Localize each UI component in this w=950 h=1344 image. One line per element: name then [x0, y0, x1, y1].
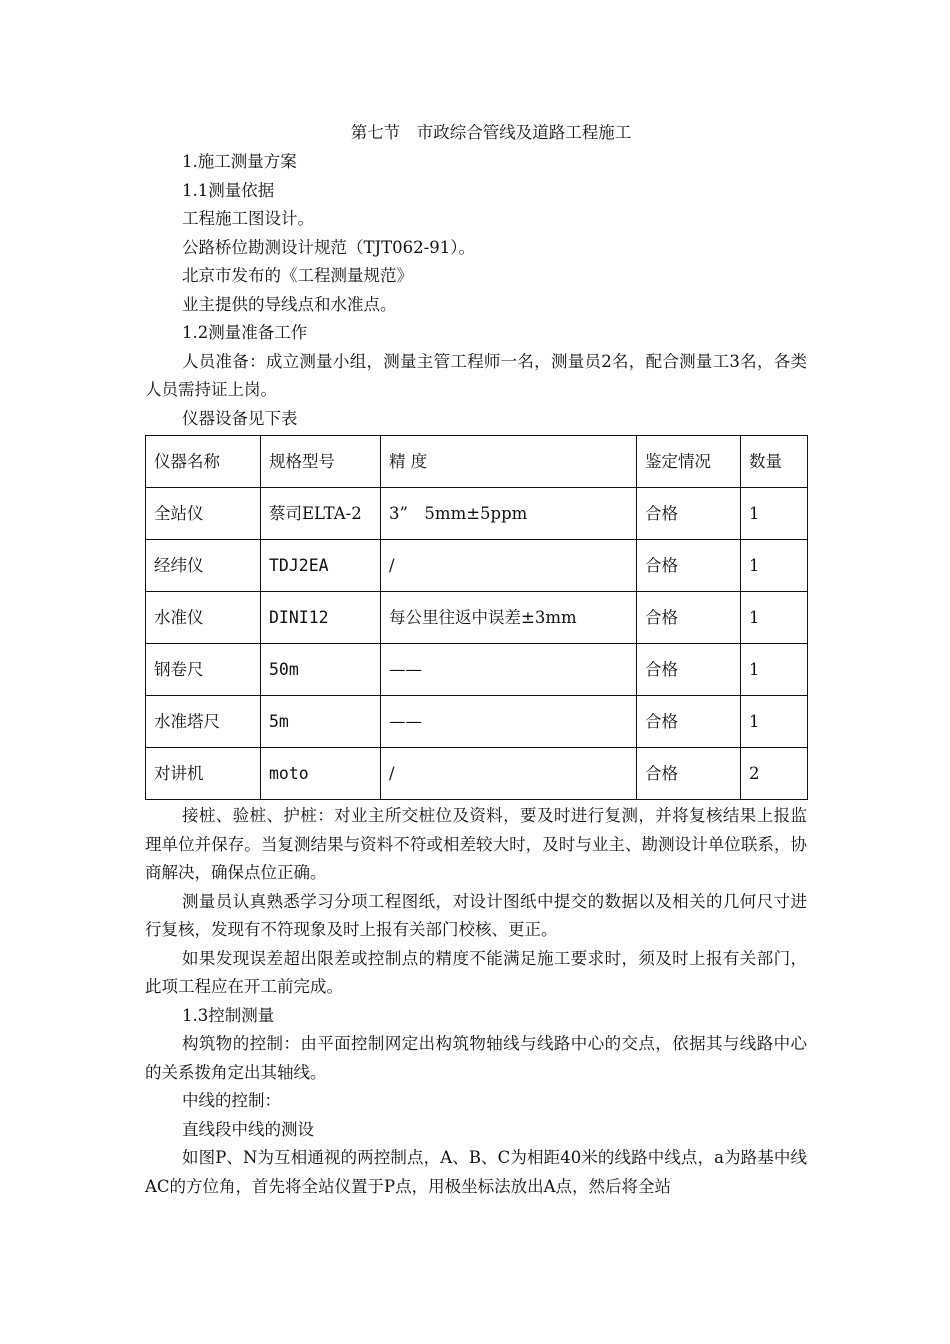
- centerline-control: 中线的控制：: [182, 1091, 281, 1110]
- cell-precision: ——: [381, 644, 637, 696]
- cell-quantity: 2: [741, 748, 808, 800]
- cell-quantity: 1: [741, 488, 808, 540]
- drawing-review-paragraph: 测量员认真熟悉学习分项工程图纸，对设计图纸中提交的数据以及相关的几何尺寸进行复核，发现有不符现象及时上报有关部门校核、更正。: [145, 891, 807, 939]
- cell-quantity: 1: [741, 592, 808, 644]
- cell-name: 对讲机: [146, 748, 261, 800]
- table-row: [146, 644, 808, 696]
- cell-precision: 3” 5mm±5ppm: [381, 488, 637, 540]
- pile-check-paragraph: 接桩、验桩、护桩：对业主所交桩位及资料，要及时进行复测，并将复核结果上报监理单位并保存。当复测结果与资料不符或相差较大时，及时与业主、勘测设计单位联系，协商解决，确保点位正确。: [145, 806, 807, 882]
- table-row: [146, 540, 808, 592]
- heading-survey-preparation: 1.2测量准备工作: [182, 323, 308, 342]
- cell-inspection: 合格: [637, 592, 741, 644]
- cell-quantity: 1: [741, 540, 808, 592]
- straight-section-heading: 直线段中线的测设: [182, 1119, 314, 1139]
- instrument-table: [145, 435, 808, 800]
- cell-model: DINI12: [261, 592, 381, 644]
- method-paragraph: 如图P、N为互相通视的两控制点，A、B、C为相距40米的线路中线点，a为路基中线AC的方位角，首先将全站仪置于P点，用极坐标法放出A点，然后将全站: [145, 1148, 807, 1196]
- cell-model: TDJ2EA: [261, 540, 381, 592]
- cell-inspection: 合格: [637, 748, 741, 800]
- basis-item: 业主提供的导线点和水准点。: [182, 294, 397, 314]
- cell-name: 水准塔尺: [146, 696, 261, 748]
- header-cell-precision: 精 度: [381, 436, 637, 488]
- table-row: [146, 592, 808, 644]
- document-page: [145, 118, 807, 1201]
- cell-precision: /: [381, 540, 637, 592]
- heading-survey-basis: 1.1测量依据: [182, 180, 275, 200]
- cell-quantity: 1: [741, 644, 808, 696]
- section-title: 第七节 市政综合管线及道路工程施工: [350, 123, 632, 142]
- basis-item: 工程施工图设计。: [182, 209, 314, 228]
- header-cell-inspection: 鉴定情况: [637, 436, 741, 488]
- cell-inspection: 合格: [637, 488, 741, 540]
- table-row: [146, 488, 808, 540]
- cell-model: 50m: [261, 644, 381, 696]
- cell-name: 水准仪: [146, 592, 261, 644]
- cell-name: 经纬仪: [146, 540, 261, 592]
- cell-name: 全站仪: [146, 488, 261, 540]
- structure-control-paragraph: 构筑物的控制：由平面控制网定出构筑物轴线与线路中心的交点，依据其与线路中心的关系拨角定出其轴线。: [145, 1034, 807, 1082]
- table-header-row: [146, 436, 808, 488]
- error-report-paragraph: 如果发现误差超出限差或控制点的精度不能满足施工要求时，须及时上报有关部门，此项工程应在开工前完成。: [145, 948, 807, 996]
- header-cell-name: 仪器名称: [146, 436, 261, 488]
- cell-name: 钢卷尺: [146, 644, 261, 696]
- header-cell-model: 规格型号: [261, 436, 381, 488]
- cell-inspection: 合格: [637, 696, 741, 748]
- heading-control-survey: 1.3控制测量: [182, 1005, 275, 1025]
- basis-item: 北京市发布的《工程测量规范》: [182, 266, 413, 285]
- header-cell-quantity: 数量: [741, 436, 808, 488]
- cell-model: moto: [261, 748, 381, 800]
- table-intro: 仪器设备见下表: [182, 408, 298, 428]
- basis-item: 公路桥位勘测设计规范（TJT062-91）。: [182, 237, 475, 257]
- cell-model: 蔡司ELTA-2: [261, 488, 381, 540]
- cell-model: 5m: [261, 696, 381, 748]
- table-row: [146, 696, 808, 748]
- table-row: [146, 748, 808, 800]
- personnel-paragraph: 人员准备：成立测量小组，测量主管工程师一名，测量员2名，配合测量工3名，各类人员需持证上岗。: [145, 351, 807, 399]
- cell-precision: /: [381, 748, 637, 800]
- cell-precision: 每公里往返中误差±3mm: [381, 592, 637, 644]
- cell-precision: ——: [381, 696, 637, 748]
- cell-inspection: 合格: [637, 644, 741, 696]
- heading-survey-plan: 1.施工测量方案: [182, 152, 297, 171]
- cell-inspection: 合格: [637, 540, 741, 592]
- cell-quantity: 1: [741, 696, 808, 748]
